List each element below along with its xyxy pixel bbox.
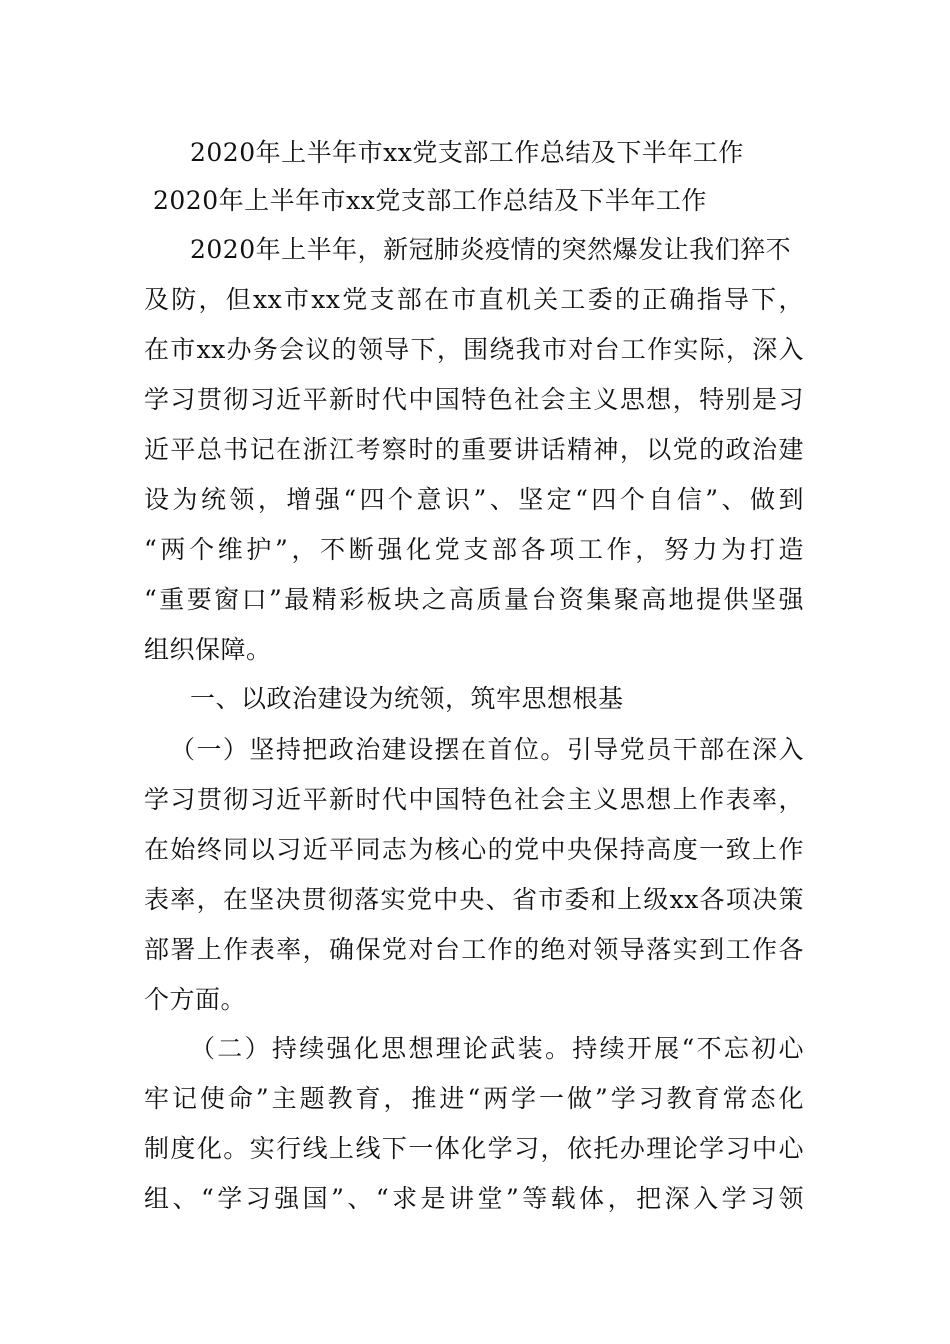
paragraph-section-1-line: 个方面。	[144, 985, 247, 1014]
document-title-line-1: 2020年上半年市xx党支部工作总结及下半年工作	[190, 138, 744, 167]
paragraph-intro-line: 及防，但xx市xx党支部在市直机关工委的正确指导下，	[144, 285, 804, 314]
paragraph-section-1-line: 在始终同以习近平同志为核心的党中央保持高度一致上作	[144, 835, 804, 864]
paragraph-intro-line: 在市xx办务会议的领导下，围绕我市对台工作实际，深入	[144, 335, 804, 364]
paragraph-intro-line: 近平总书记在浙江考察时的重要讲话精神，以党的政治建	[144, 435, 804, 464]
paragraph-intro-line: “重要窗口”最精彩板块之高质量台资集聚高地提供坚强	[144, 585, 804, 614]
paragraph-section-1-line: 学习贯彻习近平新时代中国特色社会主义思想上作表率，	[144, 785, 804, 814]
document-title-line-2: 2020年上半年市xx党支部工作总结及下半年工作	[153, 186, 707, 215]
paragraph-intro-line: 组织保障。	[144, 635, 272, 664]
paragraph-intro-line: “两个维护”，不断强化党支部各项工作，努力为打造	[144, 535, 804, 564]
section-heading: 一、以政治建设为统领，筑牢思想根基	[190, 684, 624, 713]
paragraph-intro-line: 设为统领，增强“四个意识”、坚定“四个自信”、做到	[144, 485, 804, 514]
paragraph-section-2-line: 制度化。实行线上线下一体化学习，依托办理论学习中心	[144, 1134, 804, 1163]
paragraph-intro-line: 学习贯彻习近平新时代中国特色社会主义思想，特别是习	[144, 385, 804, 414]
paragraph-section-2-line: 牢记使命”主题教育，推进“两学一做”学习教育常态化	[144, 1084, 804, 1113]
paragraph-section-1-line: （一）坚持把政治建设摆在首位。引导党员干部在深入	[170, 735, 804, 764]
paragraph-section-2-line: 组、“学习强国”、“求是讲堂”等载体，把深入学习领	[144, 1184, 804, 1213]
paragraph-section-2-line: （二）持续强化思想理论武装。持续开展“不忘初心	[190, 1034, 804, 1063]
paragraph-intro-line: 2020年上半年，新冠肺炎疫情的突然爆发让我们猝不	[190, 235, 792, 264]
paragraph-section-1-line: 部署上作表率，确保党对台工作的绝对领导落实到工作各	[144, 935, 804, 964]
paragraph-section-1-line: 表率，在坚决贯彻落实党中央、省市委和上级xx各项决策	[144, 885, 804, 914]
